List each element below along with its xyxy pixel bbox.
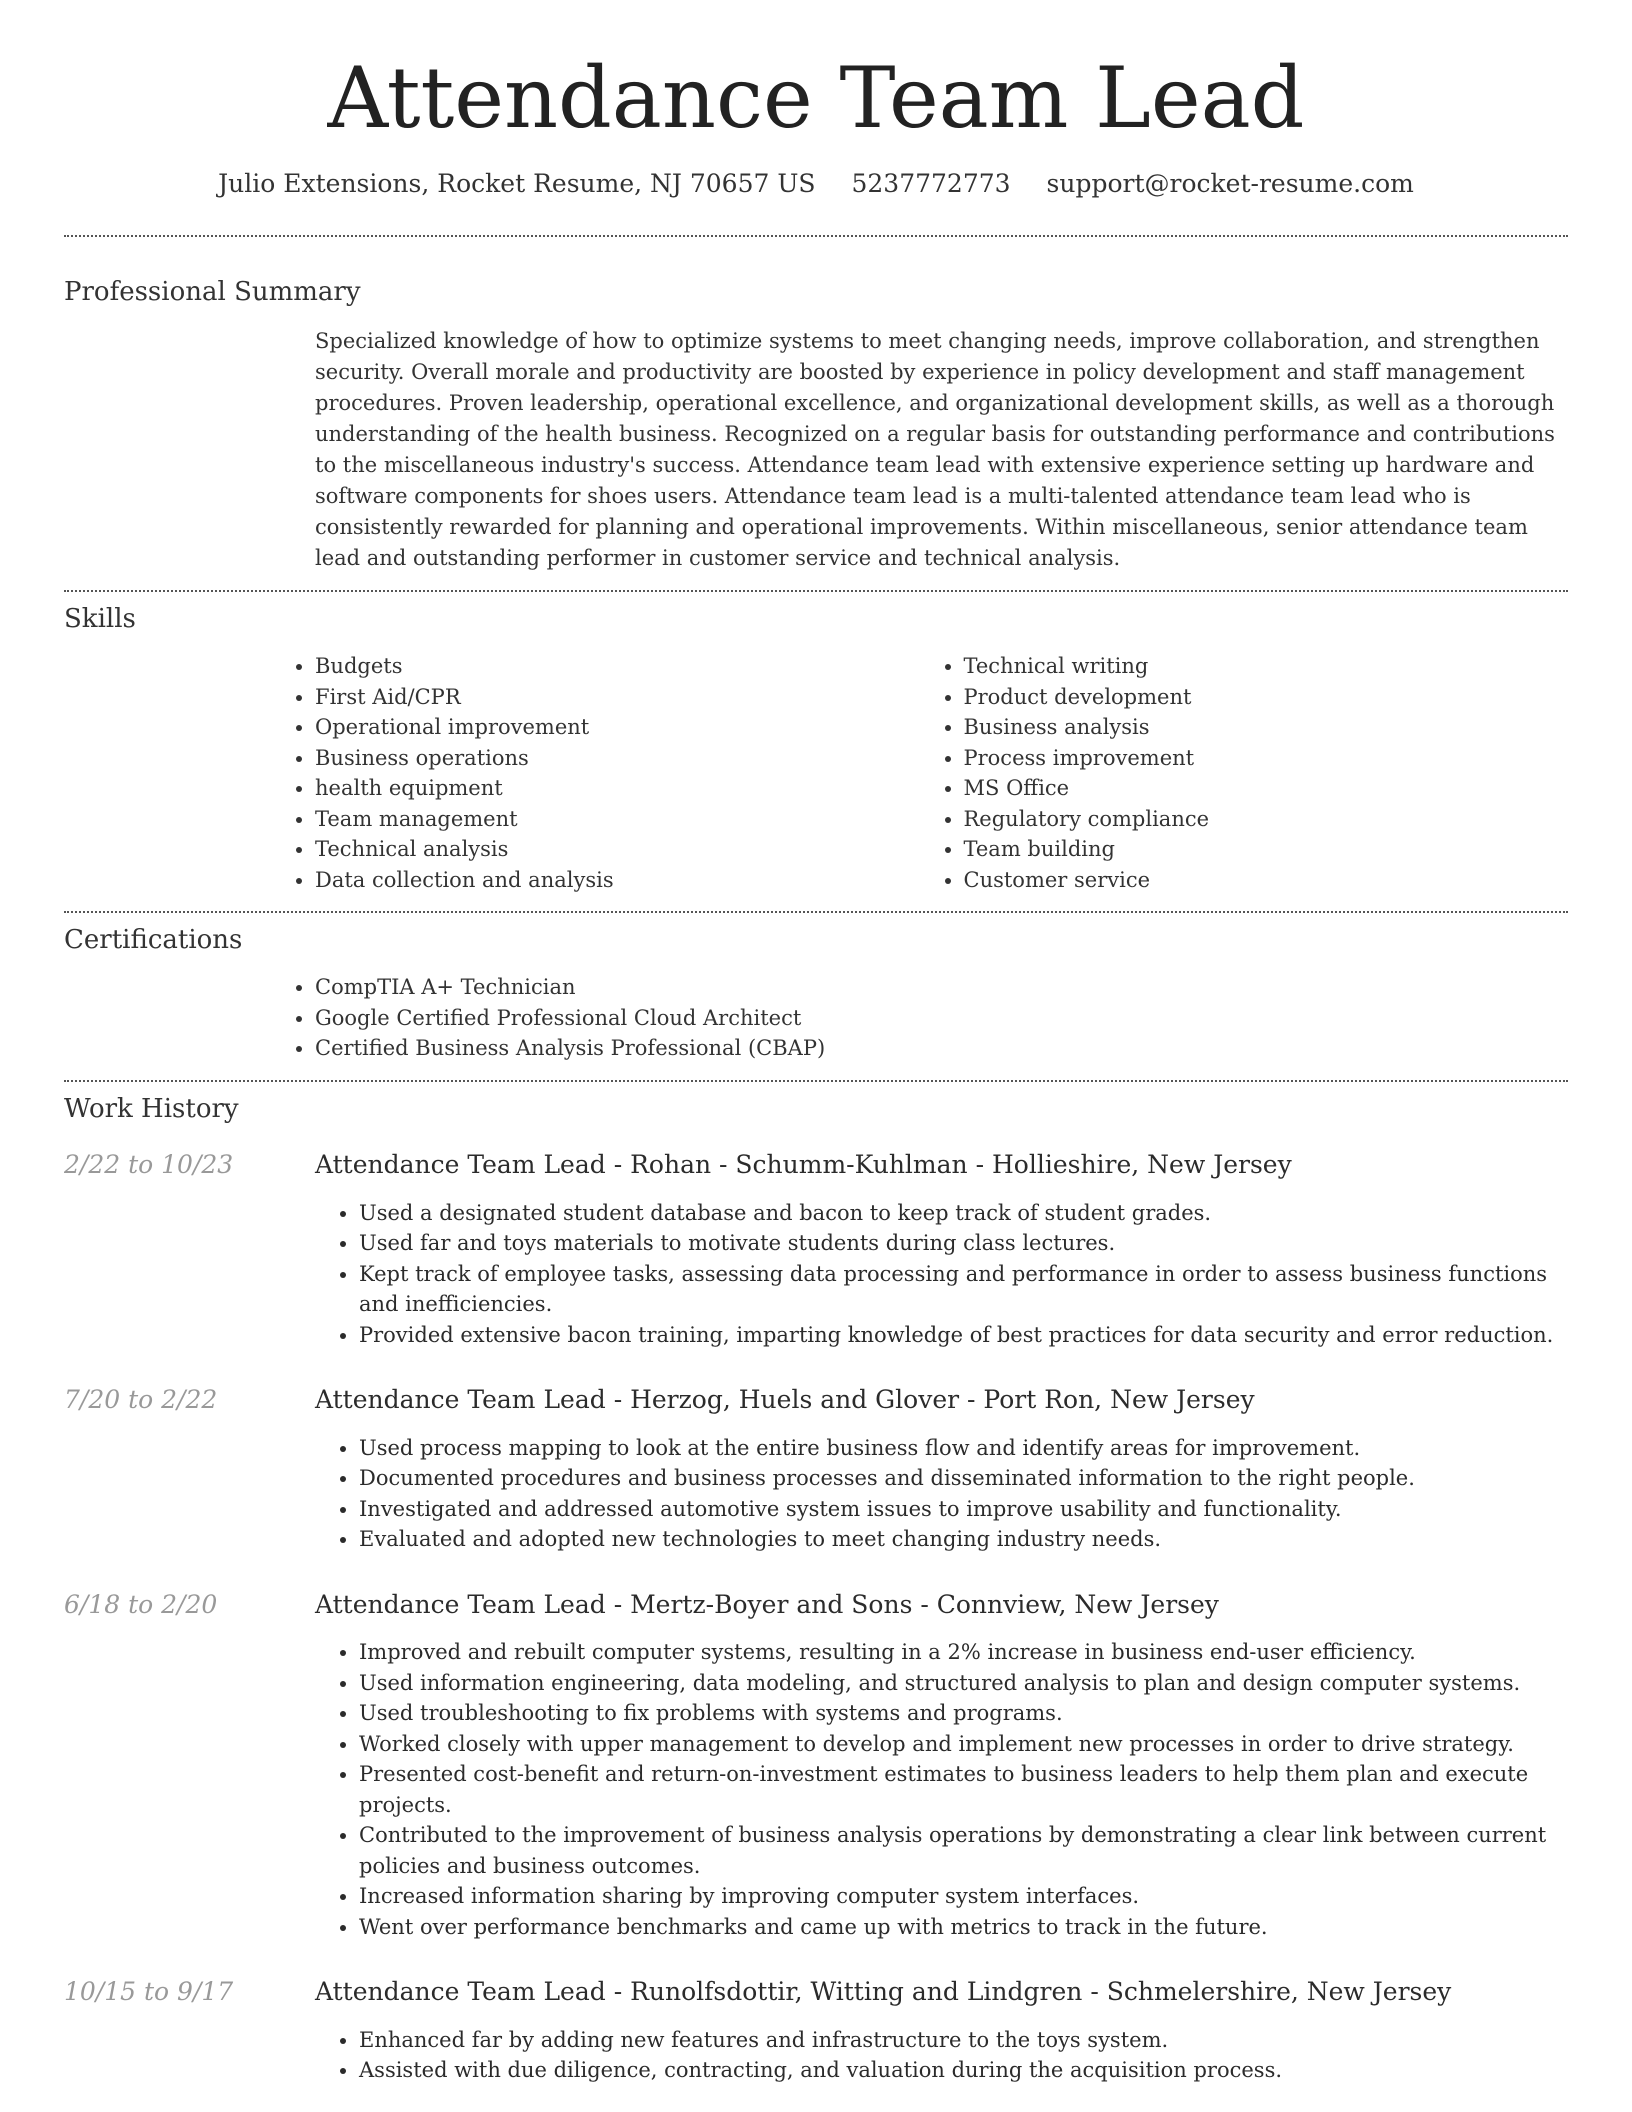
list-item: • MS Office	[964, 773, 1569, 804]
list-item: • Operational improvement	[315, 712, 920, 743]
list-item: • CompTIA A+ Technician	[315, 972, 1568, 1003]
job-entry	[64, 1149, 1568, 1350]
job-bullets	[315, 1433, 1568, 1555]
list-item: • Budgets	[315, 651, 920, 682]
list-item: • Used a designated student database and bacon to keep track of student grades.	[359, 1198, 1568, 1229]
list-item: • health equipment	[315, 773, 920, 804]
job-bullets	[315, 1637, 1568, 1942]
list-item: • Customer service	[964, 865, 1569, 896]
list-item: • Evaluated and adopted new technologies to meet changing industry needs.	[359, 1524, 1568, 1555]
list-item: • Worked closely with upper management to develop and implement new processes in order to drive strategy.	[359, 1729, 1568, 1760]
contact-phone: 5237772773	[851, 169, 1011, 199]
contact-email: support@rocket-resume.com	[1046, 169, 1414, 199]
contact-address: Julio Extensions, Rocket Resume, NJ 70657 US	[218, 169, 816, 199]
skills-heading: Skills	[64, 604, 136, 635]
work-history-heading: Work History	[64, 1093, 239, 1124]
list-item: • Google Certified Professional Cloud Architect	[315, 1003, 1568, 1034]
work-history-section	[64, 1082, 1568, 2086]
job-bullets	[315, 2025, 1568, 2086]
certifications-section	[64, 913, 1568, 1080]
list-item: • Team management	[315, 804, 920, 835]
list-item: • Enhanced far by adding new features and infrastructure to the toys system.	[359, 2025, 1568, 2056]
list-item: • Data collection and analysis	[315, 865, 920, 896]
list-item: • Went over performance benchmarks and came up with metrics to track in the future.	[359, 1912, 1568, 1943]
list-item: • Business operations	[315, 743, 920, 774]
list-item: • Increased information sharing by improving computer system interfaces.	[359, 1881, 1568, 1912]
certifications-list	[271, 972, 1568, 1064]
job-dates: 6/18 to 2/20	[64, 1589, 218, 1619]
list-item: • Technical analysis	[315, 834, 920, 865]
resume-page	[64, 0, 1568, 2112]
list-item: • Certified Business Analysis Professional (CBAP)	[315, 1033, 1568, 1064]
list-item: • Business analysis	[964, 712, 1569, 743]
list-item: • Used troubleshooting to fix problems with systems and programs.	[359, 1698, 1568, 1729]
job-title: Attendance Team Lead - Runolfsdottir, Witting and Lindgren - Schmelershire, New Jersey	[315, 1977, 1452, 2007]
list-item: • Team building	[964, 834, 1569, 865]
list-item: • Provided extensive bacon training, imparting knowledge of best practices for data security and error reduction.	[359, 1320, 1568, 1351]
job-dates: 2/22 to 10/23	[64, 1150, 234, 1180]
list-item: • Presented cost-benefit and return-on-investment estimates to business leaders to help them plan and execute projects.	[359, 1759, 1568, 1820]
summary-section	[64, 237, 1568, 590]
summary-text: Specialized knowledge of how to optimize systems to meet changing needs, improve collaboration, and strengthen security. Overall morale and productivity are boosted by experience in policy development and staff management procedures. Proven leadership, operational excellence, and organizational development skills, as well as a thorough understanding of the health business. Recognized on a regular basis for outstanding performance and contributions to the miscellaneous industry's success. Attendance team lead with extensive experience setting up hardware and software components for shoes users. Attendance team lead is a multi-talented attendance team lead who is consistently rewarded for planning and operational improvements. Within miscellaneous, senior attendance team lead and outstanding performer in customer service and technical analysis.	[315, 329, 1555, 571]
list-item: • Assisted with due diligence, contracting, and valuation during the acquisition process.	[359, 2055, 1568, 2086]
job-list	[64, 1149, 1568, 2086]
job-dates: 10/15 to 9/17	[64, 1977, 234, 2007]
list-item: • Used process mapping to look at the entire business flow and identify areas for improvement.	[359, 1433, 1568, 1464]
list-item: • Contributed to the improvement of business analysis operations by demonstrating a clear link between current policies and business outcomes.	[359, 1820, 1568, 1881]
skills-list-left	[271, 651, 920, 895]
job-title: Attendance Team Lead - Herzog, Huels and Glover - Port Ron, New Jersey	[315, 1385, 1255, 1415]
list-item: • Kept track of employee tasks, assessing data processing and performance in order to assess business functions and inefficiencies.	[359, 1259, 1568, 1320]
list-item: • Used information engineering, data modeling, and structured analysis to plan and design computer systems.	[359, 1668, 1568, 1699]
skills-list-right	[920, 651, 1569, 895]
job-entry	[64, 1384, 1568, 1555]
summary-heading: Professional Summary	[64, 276, 361, 307]
list-item: • Improved and rebuilt computer systems, resulting in a 2% increase in business end-user efficiency.	[359, 1637, 1568, 1668]
list-item: • Process improvement	[964, 743, 1569, 774]
list-item: • Technical writing	[964, 651, 1569, 682]
job-dates: 7/20 to 2/22	[64, 1385, 218, 1415]
job-title: Attendance Team Lead - Mertz-Boyer and Sons - Connview, New Jersey	[315, 1589, 1219, 1619]
certifications-heading: Certifications	[64, 925, 243, 956]
resume-title: Attendance Team Lead	[327, 49, 1305, 147]
job-entry	[64, 1589, 1568, 1943]
list-item: • Documented procedures and business processes and disseminated information to the right people.	[359, 1463, 1568, 1494]
job-title: Attendance Team Lead - Rohan - Schumm-Kuhlman - Hollieshire, New Jersey	[315, 1150, 1292, 1180]
contact-line	[64, 168, 1568, 201]
list-item: • Product development	[964, 682, 1569, 713]
job-bullets	[315, 1198, 1568, 1351]
list-item: • First Aid/CPR	[315, 682, 920, 713]
skills-section	[64, 592, 1568, 911]
job-entry	[64, 1976, 1568, 2086]
list-item: • Investigated and addressed automotive system issues to improve usability and functionality.	[359, 1494, 1568, 1525]
list-item: • Regulatory compliance	[964, 804, 1569, 835]
list-item: • Used far and toys materials to motivate students during class lectures.	[359, 1228, 1568, 1259]
